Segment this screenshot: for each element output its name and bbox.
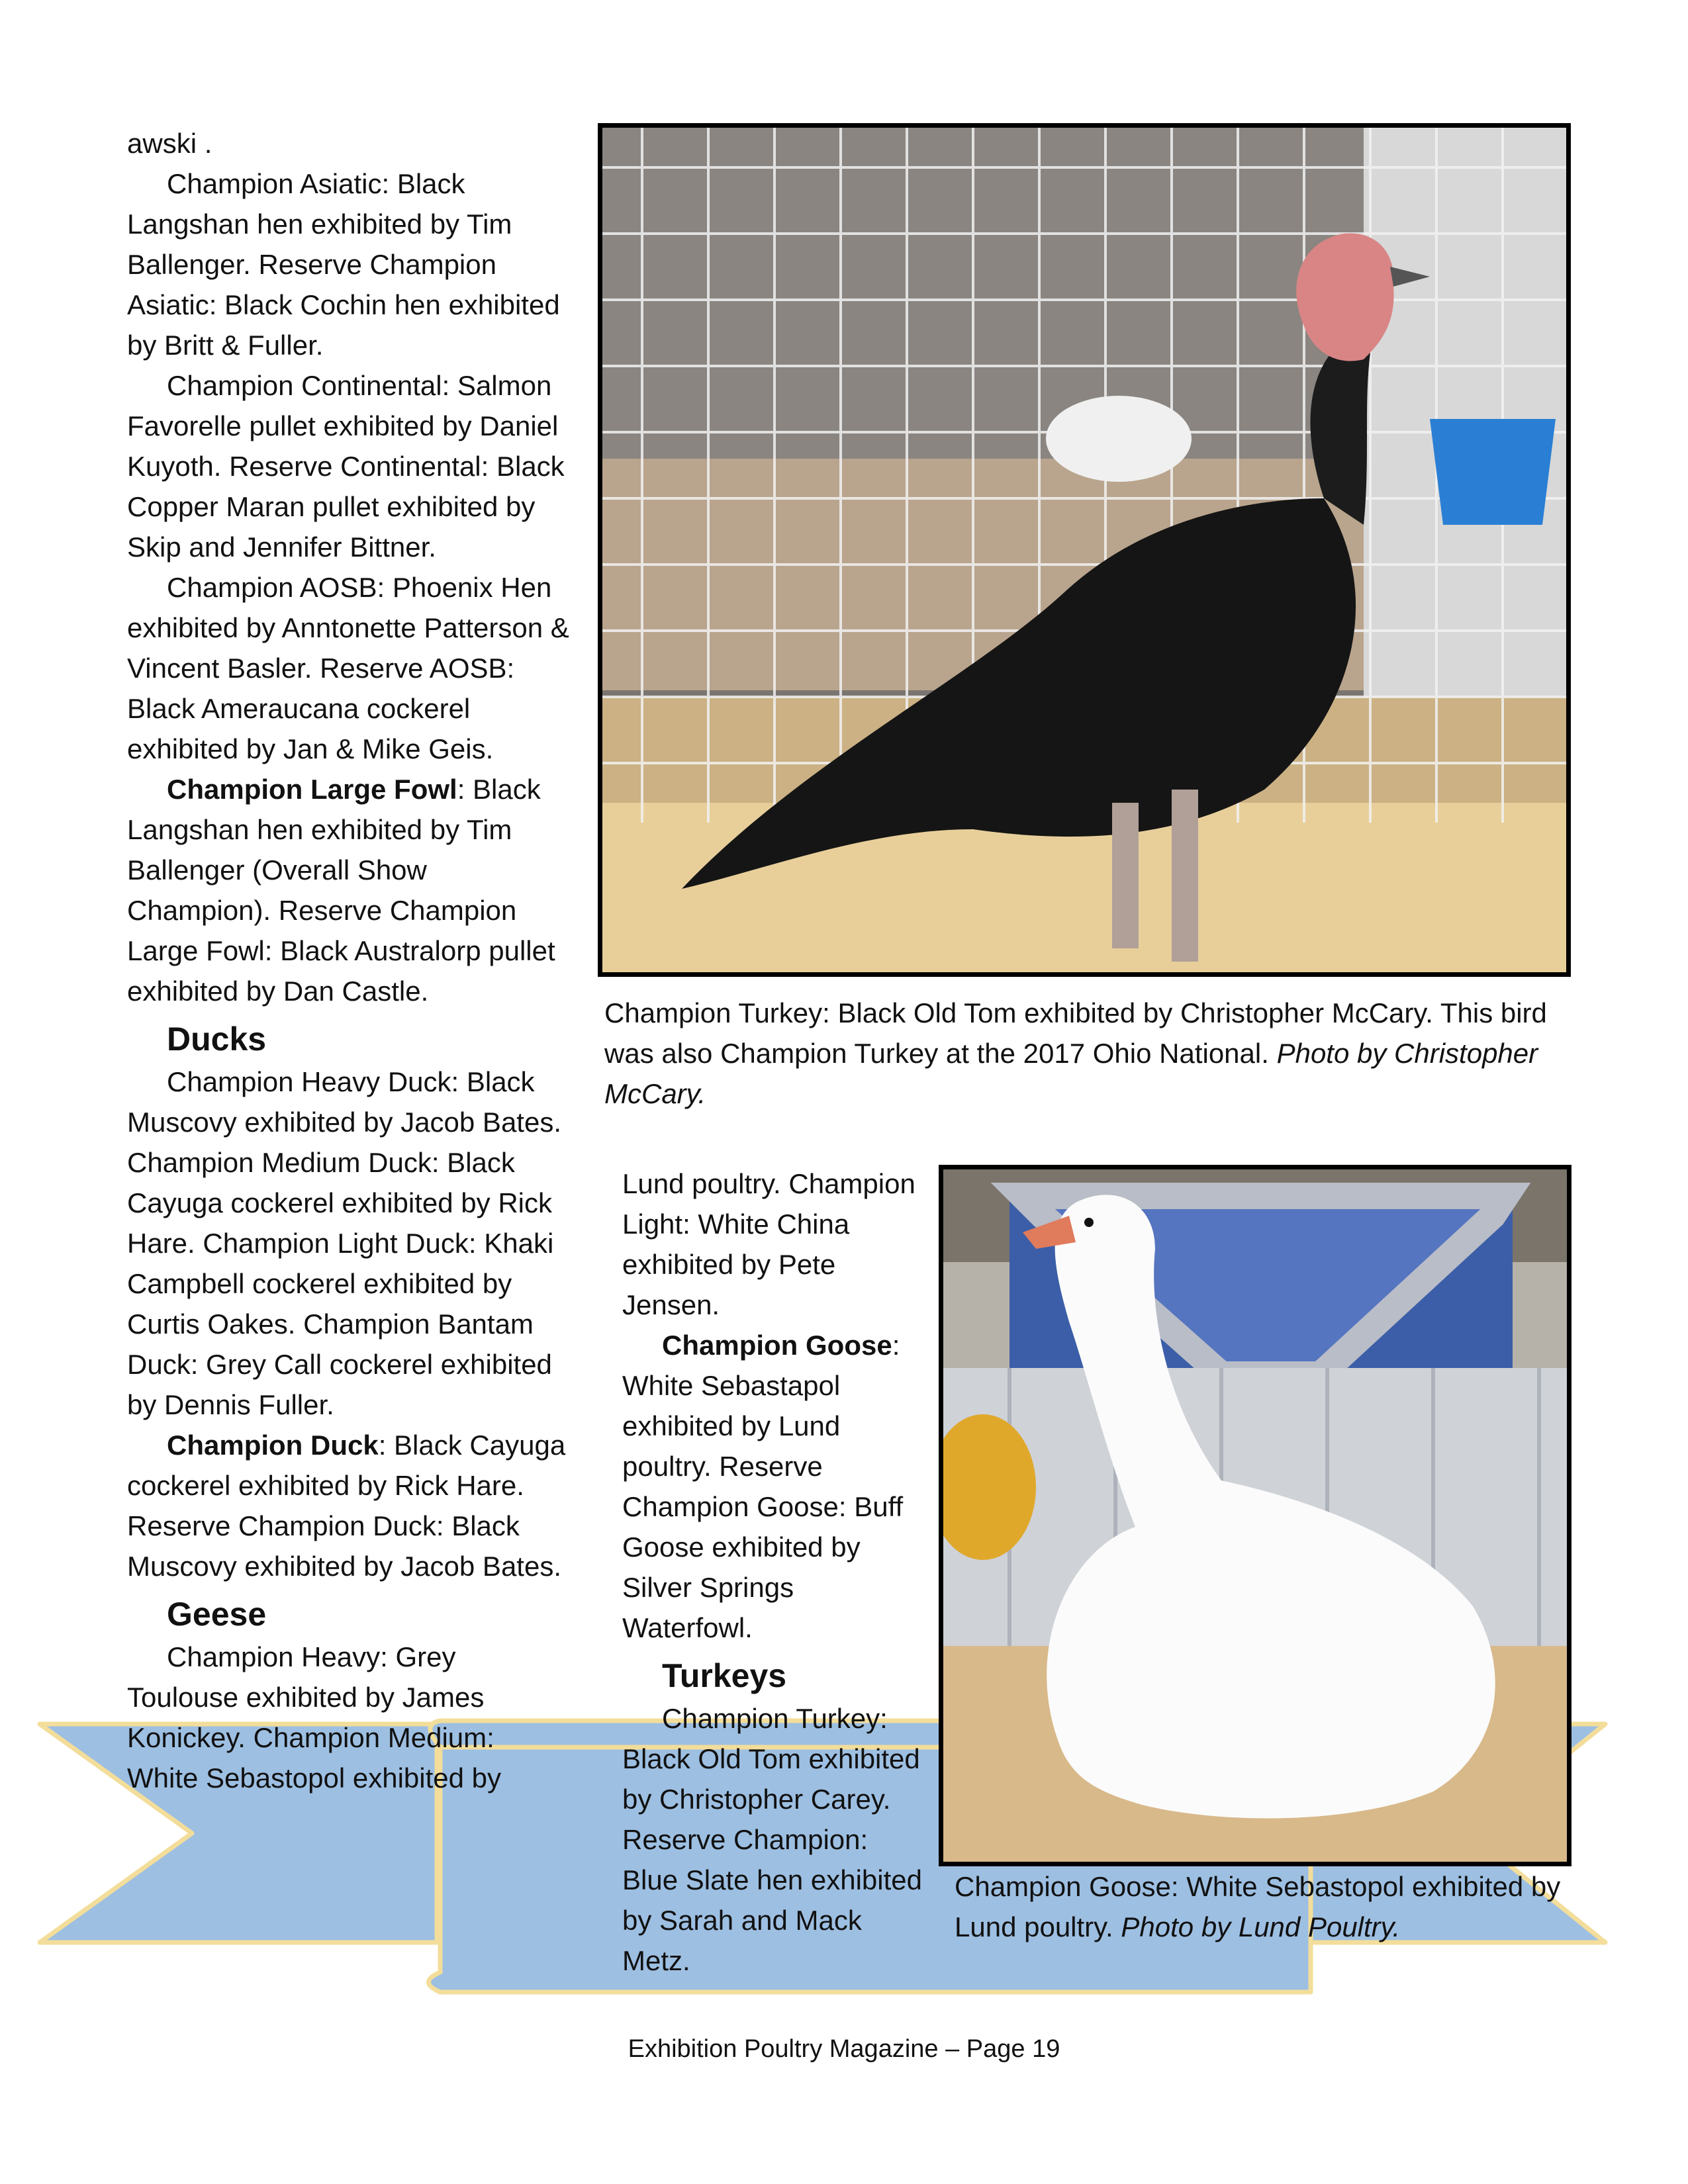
middle-column bbox=[622, 1163, 923, 1981]
paragraph: Champion AOSB: Phoenix Hen exhibited by Anntonette Patterson & Vincent Basler. Reserve AOSB: Black Ameraucana cockerel exhibited by Jan & Mike Geis. bbox=[127, 572, 569, 764]
section-heading-geese: Geese bbox=[167, 1596, 267, 1633]
paragraph: awski . bbox=[127, 128, 212, 159]
paragraph bbox=[127, 769, 571, 1011]
section-heading-turkeys: Turkeys bbox=[662, 1657, 787, 1694]
paragraph: Lund poultry. Champion Light: White China exhibited by Pete Jensen. bbox=[622, 1168, 915, 1320]
paragraph: Champion Continental: Salmon Favorelle pullet exhibited by Daniel Kuyoth. Reserve Continental: Black Copper Maran pullet exhibited by Skip and Jennifer Bittner. bbox=[127, 370, 565, 563]
paragraph bbox=[622, 1325, 923, 1648]
photo-credit: Photo by Christopher McCary. bbox=[604, 1038, 1538, 1109]
paragraph: Champion Heavy Duck: Black Muscovy exhibited by Jacob Bates. Champion Medium Duck: Black Cayuga cockerel exhibited by Rick Hare. Champion Light Duck: Khaki Campbell cockerel exhibited by Curtis Oakes. Champion Bantam Duck: Grey Call cockerel exhibited by Dennis Fuller. bbox=[127, 1066, 562, 1420]
bold-lead: Champion Goose bbox=[662, 1330, 892, 1361]
bold-lead: Champion Large Fowl bbox=[167, 774, 457, 805]
caption-text: Champion Turkey: Black Old Tom exhibited by Christopher McCary. This bird was also Champion Turkey at the 2017 Ohio National. bbox=[604, 997, 1547, 1069]
caption-text: Champion Goose: White Sebastopol exhibited by Lund poultry. bbox=[955, 1871, 1561, 1942]
paragraph: Champion Turkey: Black Old Tom exhibited by Christopher Carey. Reserve Champion: Blue Slate hen exhibited by Sarah and Mack Metz. bbox=[622, 1703, 922, 1976]
section-heading-ducks: Ducks bbox=[167, 1021, 267, 1058]
paragraph bbox=[127, 1425, 571, 1586]
left-column bbox=[127, 123, 571, 1798]
paragraph-text: : Black Langshan hen exhibited by Tim Ballenger (Overall Show Champion). Reserve Champion Large Fowl: Black Australorp pullet exhibited by Dan Castle. bbox=[127, 774, 555, 1007]
paragraph: Champion Asiatic: Black Langshan hen exhibited by Tim Ballenger. Reserve Champion Asiatic: Black Cochin hen exhibited by Britt & Fuller. bbox=[127, 168, 560, 361]
goose-photo-caption bbox=[955, 1866, 1564, 1947]
turkey-illustration bbox=[602, 128, 1566, 972]
turkey-photo-caption bbox=[604, 993, 1571, 1114]
goose-illustration bbox=[943, 1169, 1567, 1862]
goose-photo bbox=[939, 1165, 1571, 1866]
bold-lead: Champion Duck bbox=[167, 1430, 379, 1461]
paragraph: Champion Heavy: Grey Toulouse exhibited by James Konickey. Champion Medium: White Sebastopol exhibited by bbox=[127, 1641, 502, 1794]
turkey-photo bbox=[598, 123, 1571, 977]
photo-credit: Photo by Lund Poultry. bbox=[1121, 1911, 1401, 1942]
paragraph-text: : White Sebastapol exhibited by Lund poultry. Reserve Champion Goose: Buff Goose exhibited by Silver Springs Waterfowl. bbox=[622, 1330, 904, 1643]
paragraph-text: : Black Cayuga cockerel exhibited by Rick Hare. Reserve Champion Duck: Black Muscovy exhibited by Jacob Bates. bbox=[127, 1430, 566, 1582]
page-footer: Exhibition Poultry Magazine – Page 19 bbox=[628, 2035, 1060, 2063]
